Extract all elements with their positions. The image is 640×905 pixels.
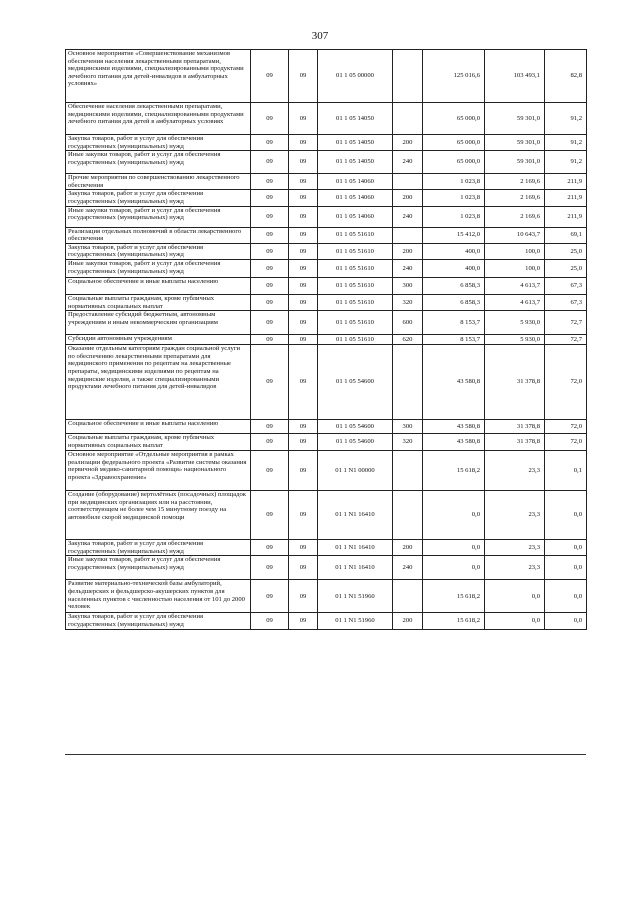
row-name-cell: Закупка товаров, работ и услуг для обеспечения государственных (муниципальных) нужд: [66, 243, 251, 259]
row-section-cell: 09: [251, 434, 289, 451]
row-percent-cell: 0,0: [545, 556, 587, 580]
row-plan-cell: 65 000,0: [423, 103, 485, 135]
row-name-cell: Предоставление субсидий бюджетным, автономным учреждениям и иным некоммерческим организациям: [66, 311, 251, 335]
row-section-cell: 09: [251, 451, 289, 491]
row-target-article-cell: 01 1 05 51610: [318, 259, 393, 277]
row-expense-type-cell: 240: [393, 206, 423, 227]
row-expense-type-cell: 200: [393, 190, 423, 206]
table-row: [66, 259, 587, 277]
row-subsection-cell: 09: [289, 206, 318, 227]
row-subsection-cell: 09: [289, 243, 318, 259]
row-actual-cell: 59 301,0: [485, 103, 545, 135]
row-section-cell: 09: [251, 294, 289, 310]
row-subsection-cell: 09: [289, 451, 318, 491]
row-plan-cell: 15 618,2: [423, 613, 485, 629]
row-plan-cell: 6 858,3: [423, 294, 485, 310]
row-name-cell: Оказание отдельным категориям граждан социальной услуги по обеспечению лекарственными препаратами для медицинского применения по рецептам на лекарственные препараты, медицинскими изделиями по рецептам на медицинские изделия, а также специализированными продуктами лечебного питания для детей-инвалидов: [66, 345, 251, 420]
row-subsection-cell: 09: [289, 190, 318, 206]
row-target-article-cell: 01 1 05 14060: [318, 190, 393, 206]
divider-line: [65, 754, 586, 755]
row-name-cell: Реализация отдельных полномочий в области лекарственного обеспечения: [66, 227, 251, 243]
row-expense-type-cell: 300: [393, 420, 423, 434]
row-expense-type-cell: 320: [393, 434, 423, 451]
table-body: [66, 50, 587, 630]
row-subsection-cell: 09: [289, 311, 318, 335]
row-expense-type-cell: 240: [393, 556, 423, 580]
row-percent-cell: 91,2: [545, 135, 587, 151]
row-target-article-cell: 01 1 05 51610: [318, 311, 393, 335]
row-section-cell: 09: [251, 151, 289, 174]
row-plan-cell: 1 023,8: [423, 174, 485, 190]
row-subsection-cell: 09: [289, 294, 318, 310]
row-actual-cell: 23,3: [485, 491, 545, 540]
row-name-cell: Развитие материально-технической базы амбулаторий, фельдшерских и фельдшерско-акушерских пунктов для населенных пунктов с численностью населения от 101 до 2000 человек: [66, 580, 251, 613]
row-target-article-cell: 01 1 05 54600: [318, 420, 393, 434]
row-name-cell: Социальные выплаты гражданам, кроме публичных нормативных социальных выплат: [66, 434, 251, 451]
row-expense-type-cell: 600: [393, 311, 423, 335]
row-name-cell: Закупка товаров, работ и услуг для обеспечения государственных (муниципальных) нужд: [66, 613, 251, 629]
row-subsection-cell: 09: [289, 135, 318, 151]
row-section-cell: 09: [251, 277, 289, 294]
row-subsection-cell: 09: [289, 151, 318, 174]
row-subsection-cell: 09: [289, 277, 318, 294]
table-row: [66, 135, 587, 151]
row-percent-cell: 72,0: [545, 434, 587, 451]
row-plan-cell: 43 580,8: [423, 345, 485, 420]
row-target-article-cell: 01 1 05 14050: [318, 151, 393, 174]
row-section-cell: 09: [251, 613, 289, 629]
row-actual-cell: 4 613,7: [485, 277, 545, 294]
row-name-cell: Субсидии автономным учреждениям: [66, 335, 251, 345]
row-subsection-cell: 09: [289, 345, 318, 420]
row-name-cell: Прочие мероприятия по совершенствованию лекарственного обеспечения: [66, 174, 251, 190]
row-expense-type-cell: [393, 103, 423, 135]
row-section-cell: 09: [251, 174, 289, 190]
row-section-cell: 09: [251, 311, 289, 335]
row-target-article-cell: 01 1 05 51610: [318, 227, 393, 243]
row-percent-cell: 72,0: [545, 420, 587, 434]
table-row: [66, 580, 587, 613]
row-target-article-cell: 01 1 N1 51960: [318, 580, 393, 613]
row-actual-cell: 59 301,0: [485, 135, 545, 151]
page-number: 307: [311, 30, 329, 42]
row-section-cell: 09: [251, 259, 289, 277]
table-row: [66, 335, 587, 345]
row-name-cell: Основное мероприятие «Отдельные мероприятия в рамках реализации федерального проекта «Развитие системы оказания первичной медико-санитарной помощи» национального проекта «Здравоохранение»: [66, 451, 251, 491]
row-subsection-cell: 09: [289, 259, 318, 277]
row-name-cell: Иные закупки товаров, работ и услуг для обеспечения государственных (муниципальных) нужд: [66, 556, 251, 580]
budget-table: [65, 49, 587, 630]
row-expense-type-cell: [393, 227, 423, 243]
row-actual-cell: 10 643,7: [485, 227, 545, 243]
row-section-cell: 09: [251, 345, 289, 420]
row-percent-cell: 0,0: [545, 540, 587, 556]
row-section-cell: 09: [251, 491, 289, 540]
table-row: [66, 151, 587, 174]
table-row: [66, 50, 587, 103]
row-expense-type-cell: [393, 451, 423, 491]
row-percent-cell: 25,0: [545, 243, 587, 259]
row-name-cell: Иные закупки товаров, работ и услуг для обеспечения государственных (муниципальных) нужд: [66, 206, 251, 227]
row-name-cell: Иные закупки товаров, работ и услуг для обеспечения государственных (муниципальных) нужд: [66, 259, 251, 277]
table-row: [66, 345, 587, 420]
row-expense-type-cell: 300: [393, 277, 423, 294]
row-subsection-cell: 09: [289, 103, 318, 135]
row-subsection-cell: 09: [289, 50, 318, 103]
row-actual-cell: 23,3: [485, 540, 545, 556]
row-percent-cell: 69,1: [545, 227, 587, 243]
table-row: [66, 190, 587, 206]
row-actual-cell: 5 930,0: [485, 311, 545, 335]
row-target-article-cell: 01 1 N1 16410: [318, 540, 393, 556]
row-target-article-cell: 01 1 05 51610: [318, 294, 393, 310]
row-target-article-cell: 01 1 N1 00000: [318, 451, 393, 491]
row-subsection-cell: 09: [289, 556, 318, 580]
row-target-article-cell: 01 1 05 51610: [318, 277, 393, 294]
row-actual-cell: 4 613,7: [485, 294, 545, 310]
row-percent-cell: 72,7: [545, 311, 587, 335]
row-expense-type-cell: 200: [393, 613, 423, 629]
row-target-article-cell: 01 1 N1 16410: [318, 491, 393, 540]
row-actual-cell: 0,0: [485, 580, 545, 613]
row-percent-cell: 211,9: [545, 206, 587, 227]
row-target-article-cell: 01 1 05 54600: [318, 434, 393, 451]
row-name-cell: Обеспечение населения лекарственными препаратами, медицинскими изделиями, специализированными продуктами лечебного питания для детей в амбулаторных условиях: [66, 103, 251, 135]
row-subsection-cell: 09: [289, 613, 318, 629]
row-subsection-cell: 09: [289, 174, 318, 190]
row-plan-cell: 43 580,8: [423, 434, 485, 451]
row-target-article-cell: 01 1 N1 51960: [318, 613, 393, 629]
row-section-cell: 09: [251, 227, 289, 243]
row-percent-cell: 211,9: [545, 190, 587, 206]
row-percent-cell: 91,2: [545, 151, 587, 174]
row-plan-cell: 8 153,7: [423, 335, 485, 345]
row-target-article-cell: 01 1 05 00000: [318, 50, 393, 103]
table-row: [66, 243, 587, 259]
row-percent-cell: 67,3: [545, 294, 587, 310]
row-expense-type-cell: [393, 50, 423, 103]
row-expense-type-cell: 200: [393, 243, 423, 259]
row-section-cell: 09: [251, 335, 289, 345]
row-subsection-cell: 09: [289, 335, 318, 345]
table-row: [66, 451, 587, 491]
row-section-cell: 09: [251, 580, 289, 613]
table-row: [66, 420, 587, 434]
row-percent-cell: 82,8: [545, 50, 587, 103]
row-subsection-cell: 09: [289, 420, 318, 434]
budget-table-wrap: [65, 49, 586, 630]
table-row: [66, 540, 587, 556]
row-plan-cell: 8 153,7: [423, 311, 485, 335]
row-section-cell: 09: [251, 206, 289, 227]
row-target-article-cell: 01 1 05 14060: [318, 174, 393, 190]
row-section-cell: 09: [251, 103, 289, 135]
row-section-cell: 09: [251, 540, 289, 556]
table-row: [66, 103, 587, 135]
row-actual-cell: 2 169,6: [485, 206, 545, 227]
row-expense-type-cell: 320: [393, 294, 423, 310]
row-actual-cell: 5 930,0: [485, 335, 545, 345]
row-subsection-cell: 09: [289, 580, 318, 613]
row-target-article-cell: 01 1 05 14050: [318, 135, 393, 151]
row-actual-cell: 31 378,8: [485, 420, 545, 434]
row-plan-cell: 125 016,6: [423, 50, 485, 103]
table-row: [66, 556, 587, 580]
row-target-article-cell: 01 1 05 14050: [318, 103, 393, 135]
row-expense-type-cell: 200: [393, 540, 423, 556]
table-row: [66, 206, 587, 227]
row-percent-cell: 72,7: [545, 335, 587, 345]
row-percent-cell: 0,1: [545, 451, 587, 491]
table-row: [66, 311, 587, 335]
row-actual-cell: 100,0: [485, 243, 545, 259]
row-section-cell: 09: [251, 190, 289, 206]
row-expense-type-cell: [393, 345, 423, 420]
row-subsection-cell: 09: [289, 491, 318, 540]
row-target-article-cell: 01 1 05 51610: [318, 335, 393, 345]
row-expense-type-cell: [393, 491, 423, 540]
row-plan-cell: 15 618,2: [423, 451, 485, 491]
row-expense-type-cell: [393, 580, 423, 613]
row-plan-cell: 65 000,0: [423, 151, 485, 174]
row-expense-type-cell: 240: [393, 259, 423, 277]
row-name-cell: Закупка товаров, работ и услуг для обеспечения государственных (муниципальных) нужд: [66, 190, 251, 206]
row-target-article-cell: 01 1 05 54600: [318, 345, 393, 420]
row-plan-cell: 1 023,8: [423, 206, 485, 227]
row-percent-cell: 0,0: [545, 491, 587, 540]
row-name-cell: Создание (оборудование) вертолётных (посадочных) площадок при медицинских организациях или на расстоянии, соответствующем не более чем 15 минутному поезду на автомобиле скорой медицинской помощи: [66, 491, 251, 540]
row-plan-cell: 15 618,2: [423, 580, 485, 613]
row-target-article-cell: 01 1 05 14060: [318, 206, 393, 227]
row-subsection-cell: 09: [289, 227, 318, 243]
table-row: [66, 277, 587, 294]
row-percent-cell: 67,3: [545, 277, 587, 294]
row-plan-cell: 65 000,0: [423, 135, 485, 151]
row-name-cell: Иные закупки товаров, работ и услуг для обеспечения государственных (муниципальных) нужд: [66, 151, 251, 174]
row-subsection-cell: 09: [289, 540, 318, 556]
row-name-cell: Закупка товаров, работ и услуг для обеспечения государственных (муниципальных) нужд: [66, 540, 251, 556]
row-percent-cell: 91,2: [545, 103, 587, 135]
row-name-cell: Социальное обеспечение и иные выплаты населению: [66, 420, 251, 434]
row-target-article-cell: 01 1 N1 16410: [318, 556, 393, 580]
row-name-cell: Закупка товаров, работ и услуг для обеспечения государственных (муниципальных) нужд: [66, 135, 251, 151]
row-percent-cell: 211,9: [545, 174, 587, 190]
row-name-cell: Основное мероприятие «Совершенствование механизмов обеспечения населения лекарственными препаратами, медицинскими изделиями, специализированными продуктами лечебного питания для детей-инвалидов в амбулаторных условиях»: [66, 50, 251, 103]
table-row: [66, 491, 587, 540]
row-actual-cell: 2 169,6: [485, 190, 545, 206]
row-subsection-cell: 09: [289, 434, 318, 451]
row-plan-cell: 15 412,0: [423, 227, 485, 243]
row-percent-cell: 25,0: [545, 259, 587, 277]
row-expense-type-cell: 200: [393, 135, 423, 151]
row-actual-cell: 100,0: [485, 259, 545, 277]
row-percent-cell: 72,0: [545, 345, 587, 420]
row-actual-cell: 103 493,1: [485, 50, 545, 103]
table-row: [66, 613, 587, 629]
row-section-cell: 09: [251, 556, 289, 580]
table-row: [66, 434, 587, 451]
row-name-cell: Социальные выплаты гражданам, кроме публичных нормативных социальных выплат: [66, 294, 251, 310]
table-row: [66, 227, 587, 243]
row-target-article-cell: 01 1 05 51610: [318, 243, 393, 259]
row-percent-cell: 0,0: [545, 613, 587, 629]
row-expense-type-cell: [393, 174, 423, 190]
row-actual-cell: 23,3: [485, 451, 545, 491]
row-actual-cell: 31 378,8: [485, 345, 545, 420]
row-name-cell: Социальное обеспечение и иные выплаты населению: [66, 277, 251, 294]
row-plan-cell: 0,0: [423, 540, 485, 556]
row-plan-cell: 43 580,8: [423, 420, 485, 434]
row-plan-cell: 6 858,3: [423, 277, 485, 294]
row-actual-cell: 59 301,0: [485, 151, 545, 174]
table-row: [66, 294, 587, 310]
row-plan-cell: 400,0: [423, 259, 485, 277]
row-section-cell: 09: [251, 420, 289, 434]
row-expense-type-cell: 620: [393, 335, 423, 345]
row-plan-cell: 400,0: [423, 243, 485, 259]
row-section-cell: 09: [251, 135, 289, 151]
row-percent-cell: 0,0: [545, 580, 587, 613]
row-actual-cell: 2 169,6: [485, 174, 545, 190]
row-actual-cell: 23,3: [485, 556, 545, 580]
row-plan-cell: 1 023,8: [423, 190, 485, 206]
table-row: [66, 174, 587, 190]
row-section-cell: 09: [251, 50, 289, 103]
row-plan-cell: 0,0: [423, 491, 485, 540]
row-section-cell: 09: [251, 243, 289, 259]
row-actual-cell: 0,0: [485, 613, 545, 629]
row-expense-type-cell: 240: [393, 151, 423, 174]
row-plan-cell: 0,0: [423, 556, 485, 580]
row-actual-cell: 31 378,8: [485, 434, 545, 451]
